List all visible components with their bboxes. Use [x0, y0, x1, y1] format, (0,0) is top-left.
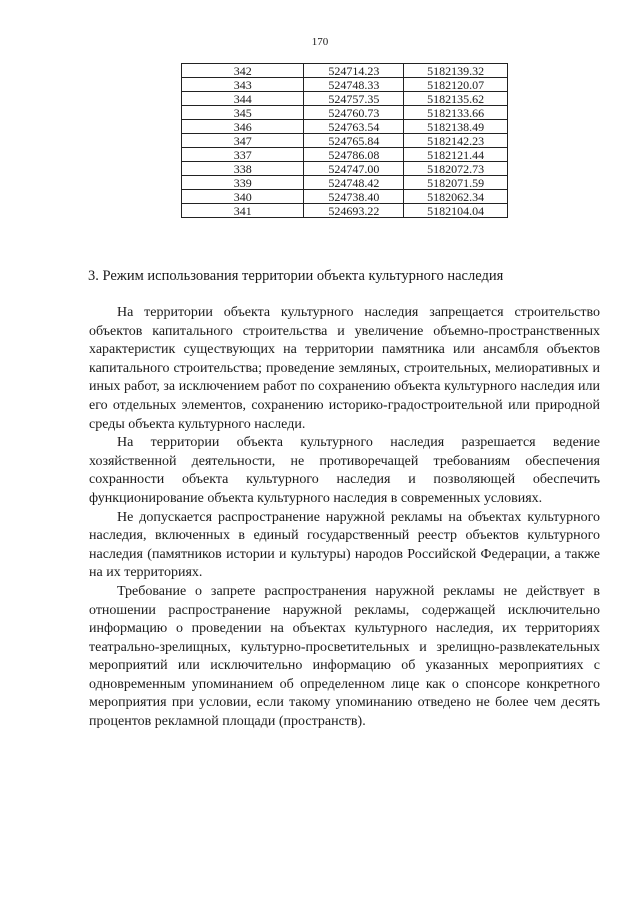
- x-coordinate-cell: 524760.73: [304, 106, 404, 120]
- point-number-cell: 344: [182, 92, 304, 106]
- point-number-cell: 337: [182, 148, 304, 162]
- x-coordinate-cell: 524693.22: [304, 204, 404, 218]
- table-row: [182, 162, 508, 176]
- x-coordinate-cell: 524748.42: [304, 176, 404, 190]
- point-number-cell: 339: [182, 176, 304, 190]
- table-row: [182, 176, 508, 190]
- point-number-cell: 347: [182, 134, 304, 148]
- y-coordinate-cell: 5182062.34: [404, 190, 508, 204]
- x-coordinate-cell: 524748.33: [304, 78, 404, 92]
- point-number-cell: 338: [182, 162, 304, 176]
- page-number: 170: [311, 36, 329, 48]
- paragraph-advertising-exception: Требование о запрете распространения наружной рекламы не действует в отношении распространение наружной рекламы, содержащей исключительно информацию о проведении на объектах культурного наследия, их территориях театрально-зрелищных, культурно-просветительных и зрелищно-развлекательных мероприятий или исключительно информацию об указанных мероприятиях с одновременным упоминанием об определенном лице как о спонсоре конкретного мероприятия при условии, если такому упоминанию отведено не более чем десять процентов рекламной площади (пространств).: [89, 583, 600, 730]
- table-row: [182, 190, 508, 204]
- y-coordinate-cell: 5182120.07: [404, 78, 508, 92]
- coordinates-table-body: [182, 64, 508, 218]
- x-coordinate-cell: 524738.40: [304, 190, 404, 204]
- paragraph-construction-ban: На территории объекта культурного наследия запрещается строительство объектов капитального строительства и увеличение объемно-пространственных характеристик существующих на территории памятника или ансамбля объектов капитального строительства; проведение земляных, строительных, мелиоративных и иных работ, за исключением работ по сохранению объекта культурного наследия или его отдельных элементов, сохранению историко-градостроительной или природной среды объекта культурного наследи.: [89, 305, 600, 432]
- y-coordinate-cell: 5182104.04: [404, 204, 508, 218]
- paragraph-advertising-ban: Не допускается распространение наружной рекламы на объектах культурного наследия, включенных в единый государственный реестр объектов культурного наследия (памятников истории и культуры) народов Российской Федерации, а также на их территориях.: [89, 509, 600, 581]
- point-number-cell: 343: [182, 78, 304, 92]
- table-row: [182, 78, 508, 92]
- y-coordinate-cell: 5182138.49: [404, 120, 508, 134]
- table-row: [182, 204, 508, 218]
- table-row: [182, 64, 508, 78]
- point-number-cell: 345: [182, 106, 304, 120]
- paragraph-economic-activity: На территории объекта культурного наследия разрешается ведение хозяйственной деятельности, не противоречащей требованиям обеспечения сохранности объекта культурного наследия и позволяющей обеспечить функционирование объекта культурного наследия в современных условиях.: [89, 435, 600, 506]
- table-row: [182, 92, 508, 106]
- table-row: [182, 106, 508, 120]
- y-coordinate-cell: 5182135.62: [404, 92, 508, 106]
- coordinates-table: [181, 63, 508, 218]
- table-row: [182, 120, 508, 134]
- y-coordinate-cell: 5182139.32: [404, 64, 508, 78]
- x-coordinate-cell: 524757.35: [304, 92, 404, 106]
- point-number-cell: 340: [182, 190, 304, 204]
- y-coordinate-cell: 5182133.66: [404, 106, 508, 120]
- y-coordinate-cell: 5182121.44: [404, 148, 508, 162]
- y-coordinate-cell: 5182071.59: [404, 176, 508, 190]
- section-heading: 3. Режим использования территории объекта культурного наследия: [88, 268, 504, 284]
- y-coordinate-cell: 5182072.73: [404, 162, 508, 176]
- point-number-cell: 342: [182, 64, 304, 78]
- x-coordinate-cell: 524747.00: [304, 162, 404, 176]
- point-number-cell: 341: [182, 204, 304, 218]
- x-coordinate-cell: 524765.84: [304, 134, 404, 148]
- section-body: [89, 304, 600, 732]
- x-coordinate-cell: 524763.54: [304, 120, 404, 134]
- x-coordinate-cell: 524714.23: [304, 64, 404, 78]
- x-coordinate-cell: 524786.08: [304, 148, 404, 162]
- table-row: [182, 134, 508, 148]
- y-coordinate-cell: 5182142.23: [404, 134, 508, 148]
- point-number-cell: 346: [182, 120, 304, 134]
- table-row: [182, 148, 508, 162]
